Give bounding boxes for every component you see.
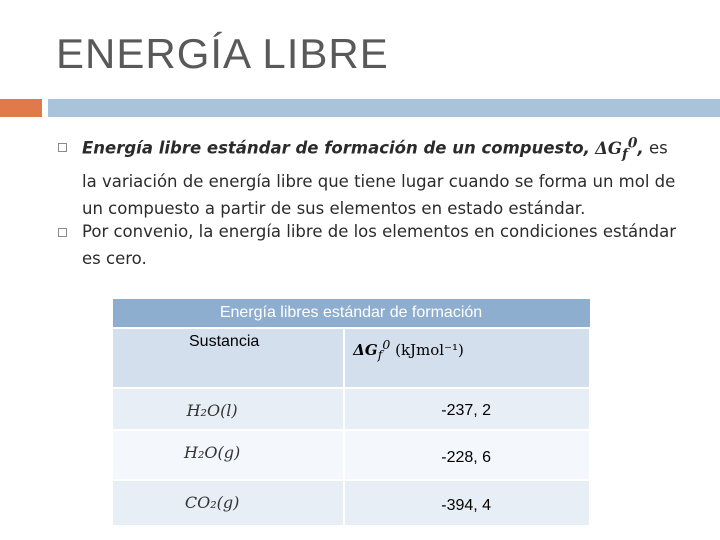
bullet-icon (58, 143, 67, 152)
value-cell (344, 480, 590, 526)
table-caption: Energía libres estándar de formación (112, 299, 590, 329)
header-delta-g-letters: ΔG (353, 341, 378, 359)
substance-cell (112, 480, 344, 526)
header-substance-label: Sustancia (189, 333, 260, 350)
bullet-icon (58, 228, 67, 237)
header-delta-g-sub: f (377, 347, 383, 362)
header-unit: (kJmol⁻¹) (395, 341, 464, 359)
bullet1-comma: , (637, 138, 644, 158)
bullet1-rest: es la variación de energía libre que tiene lugar cuando se forma un mol de un compuesto a partir de sus elementos en estado estándar. (82, 138, 676, 218)
slide-title: ENERGÍA LIBRE (56, 30, 389, 77)
free-energy-table (111, 298, 591, 527)
substance-cell (112, 388, 344, 430)
delta-g-value: -237, 2 (441, 402, 492, 419)
value-cell (344, 430, 590, 480)
delta-g-superscript: 0 (627, 135, 638, 151)
header-delta-g-cell (344, 328, 590, 388)
table-row (112, 430, 590, 480)
bullet1-bold-text: Energía libre estándar de formación de un compuesto, (82, 138, 590, 158)
substance-cell (112, 430, 344, 480)
delta-g-value: -228, 6 (441, 449, 492, 466)
delta-g-value: -394, 4 (441, 497, 492, 514)
delta-g-letters: ΔG (595, 138, 622, 158)
table-row (112, 480, 590, 526)
substance-formula: H₂O(g) (184, 442, 241, 462)
title-accent-bar-orange (0, 99, 42, 117)
delta-g-symbol (595, 135, 638, 162)
substance-formula: H₂O(l) (186, 400, 238, 420)
header-delta-g-sup: 0 (382, 337, 391, 352)
bullet-paragraph-2: Por convenio, la energía libre de los elementos en condiciones estándar es cero. (82, 222, 676, 268)
table-row (112, 388, 590, 430)
substance-formula: CO₂(g) (184, 492, 240, 512)
table-header-row (112, 328, 590, 388)
title-accent-bar-blue (48, 99, 720, 117)
header-substance-cell (112, 328, 344, 388)
value-cell (344, 388, 590, 430)
delta-g-subscript: f (622, 145, 628, 162)
bullet-paragraph-1 (82, 130, 682, 222)
header-delta-g (345, 329, 589, 362)
